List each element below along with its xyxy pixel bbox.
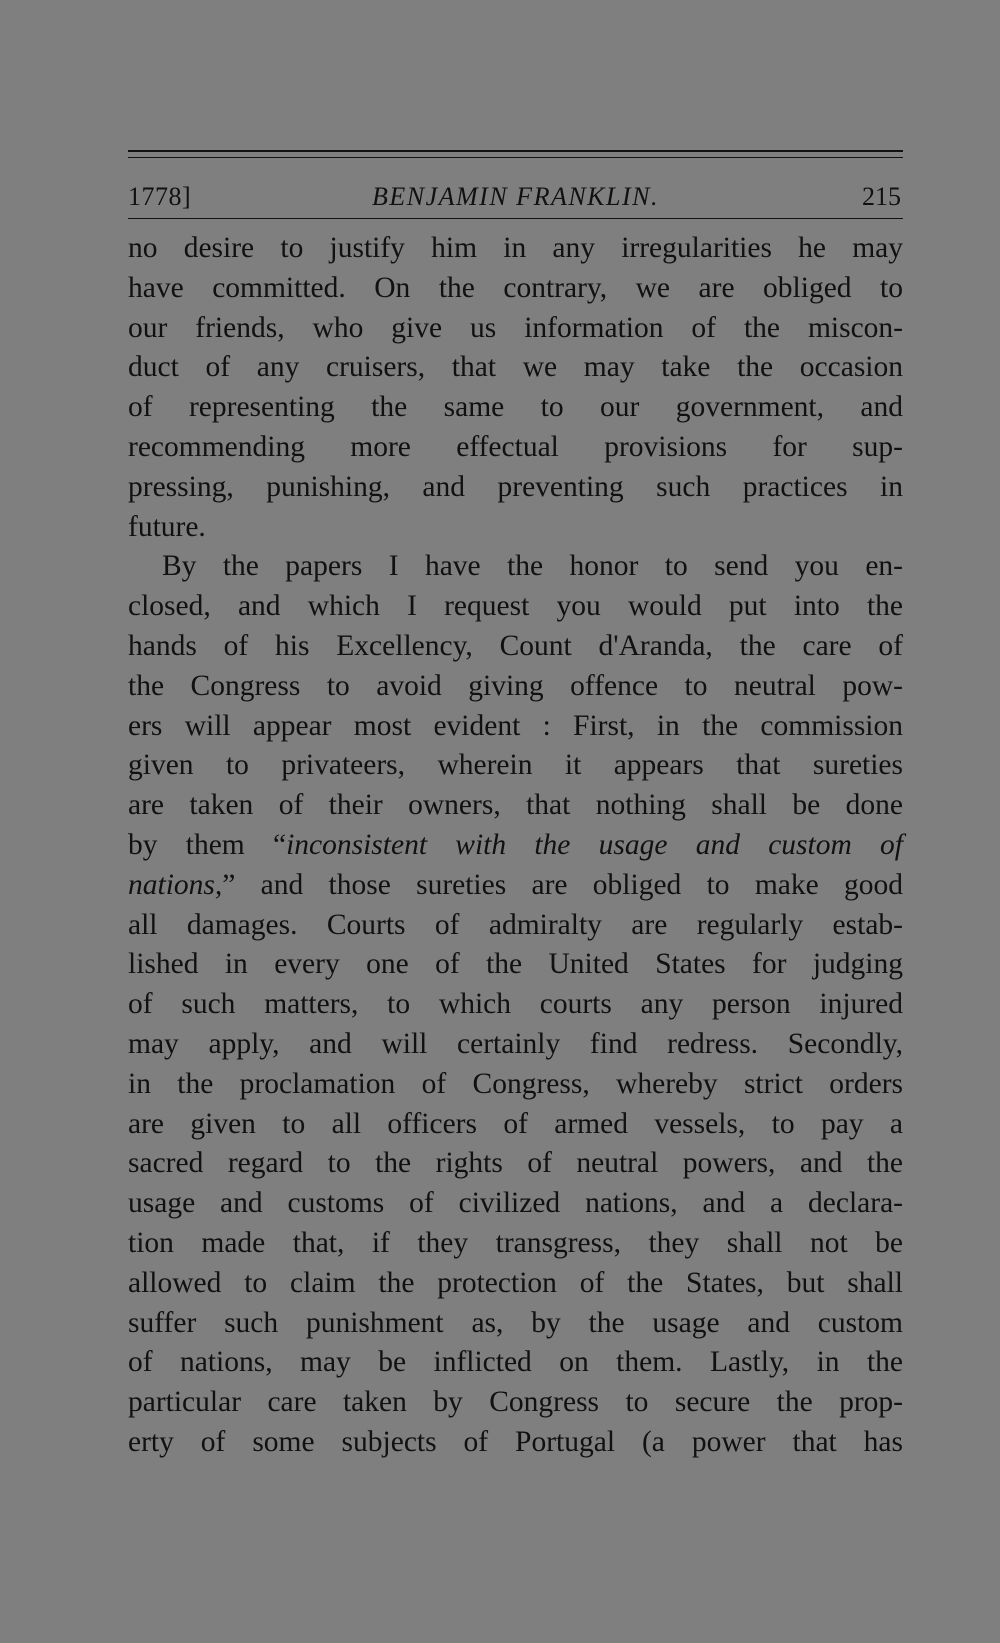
italic-quote: inconsistent with the usage and custom of xyxy=(286,828,903,861)
text-line: duct of any cruisers, that we may take the occasion xyxy=(128,351,903,384)
text-line: lished in every one of the United States for judging xyxy=(128,948,903,981)
header-year: 1778] xyxy=(128,182,192,211)
text-line: allowed to claim the protection of the States, but shall xyxy=(128,1266,903,1299)
header-title: BENJAMIN FRANKLIN. xyxy=(372,182,659,211)
text-line-with-quote xyxy=(128,866,903,906)
italic-quote-end: nations, xyxy=(128,868,223,901)
text-line: hands of his Excellency, Count d'Aranda, the care of xyxy=(128,629,903,662)
header-rule xyxy=(128,218,903,219)
text-line: given to privateers, wherein it appears that sureties xyxy=(128,749,903,782)
running-head xyxy=(128,182,903,216)
text-line: erty of some subjects of Portugal (a power that has xyxy=(128,1425,903,1458)
text-line: the Congress to avoid giving offence to neutral pow- xyxy=(128,669,903,702)
book-page xyxy=(128,150,903,1463)
text-line: pressing, punishing, and preventing such practices in xyxy=(128,470,903,503)
text-line: By the papers I have the honor to send you en- xyxy=(162,550,903,583)
text-line: suffer such punishment as, by the usage and custom xyxy=(128,1306,903,1339)
text-line: sacred regard to the rights of neutral powers, and the xyxy=(128,1147,903,1180)
text-line: tion made that, if they transgress, they shall not be xyxy=(128,1226,903,1259)
text-line: of nations, may be inflicted on them. Lastly, in the xyxy=(128,1346,903,1379)
text-line: recommending more effectual provisions for sup- xyxy=(128,430,903,463)
text-line: of representing the same to our government, and xyxy=(128,391,903,424)
text-line: closed, and which I request you would put into the xyxy=(128,590,903,623)
text-line: future. xyxy=(128,510,206,543)
header-double-rule xyxy=(128,150,903,158)
page-number: 215 xyxy=(862,182,901,211)
text-line: our friends, who give us information of the miscon- xyxy=(128,311,903,344)
text-line: ers will appear most evident : First, in the commission xyxy=(128,709,903,742)
text-line: in the proclamation of Congress, whereby strict orders xyxy=(128,1067,903,1100)
text-line: usage and customs of civilized nations, and a declara- xyxy=(128,1187,903,1220)
text-line: are given to all officers of armed vessels, to pay a xyxy=(128,1107,903,1140)
text-line: particular care taken by Congress to secure the prop- xyxy=(128,1386,903,1419)
text-line: have committed. On the contrary, we are obliged to xyxy=(128,271,903,304)
text-line: no desire to justify him in any irregularities he may xyxy=(128,232,903,264)
text-line-with-quote xyxy=(128,826,903,866)
text-line: all damages. Courts of admiralty are regularly estab- xyxy=(128,908,903,941)
quote-lead: by them “ xyxy=(128,828,287,861)
text-line: of such matters, to which courts any person injured xyxy=(128,988,903,1021)
text-line: are taken of their owners, that nothing shall be done xyxy=(128,789,903,822)
body-text xyxy=(128,229,903,1463)
text-line: may apply, and will certainly find redress. Secondly, xyxy=(128,1027,903,1060)
quote-tail: ” and those sureties are obliged to make good xyxy=(222,868,903,901)
